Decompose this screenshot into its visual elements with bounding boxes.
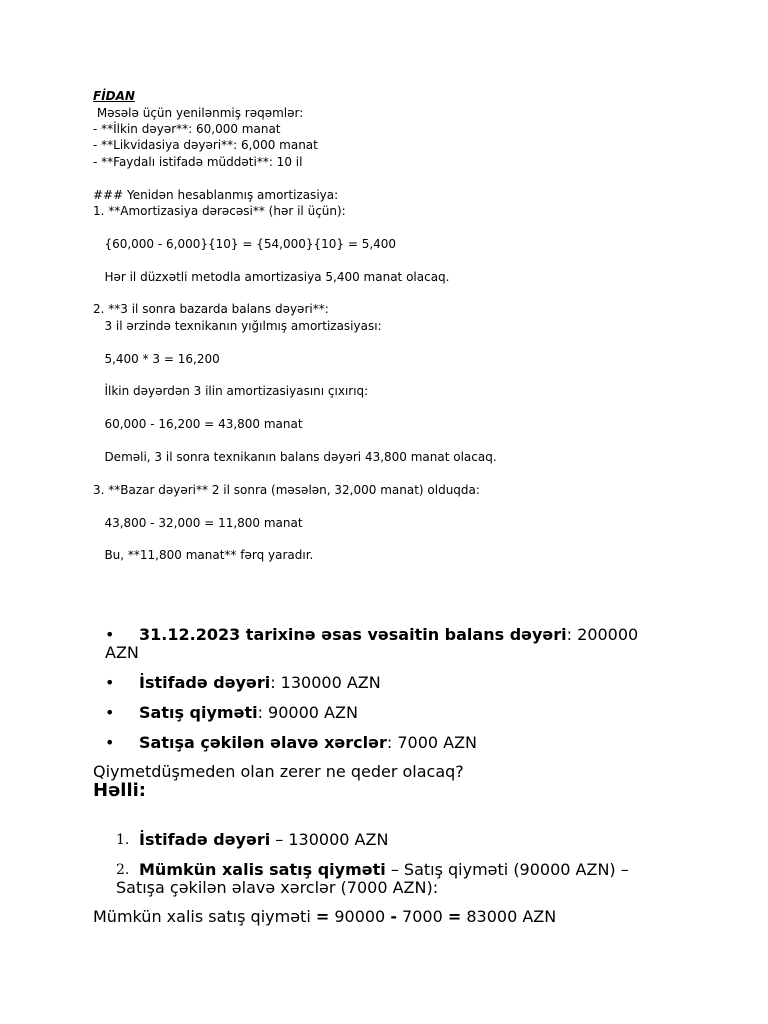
note-line: 3 il ərzində texnikanın yığılmış amortizasiyası: (93, 318, 382, 333)
note-line: - **İlkin dəyər**: 60,000 manat (93, 121, 281, 136)
note-line: {60,000 - 6,000}{10} = {54,000}{10} = 5,400 (93, 236, 397, 251)
bullet-rest: : 130000 AZN (270, 673, 381, 692)
formula-minus: - (390, 907, 397, 926)
formula-line (93, 907, 556, 926)
note-line: 3. **Bazar dəyəri** 2 il sonra (məsələn, 32,000 manat) olduqda: (93, 482, 480, 497)
note-line: 1. **Amortizasiya dərəcəsi** (hər il üçün): (93, 203, 346, 218)
formula-value: 7000 (396, 907, 448, 926)
bullet-marker: • (105, 625, 115, 644)
bullet-rest: : 90000 AZN (257, 703, 358, 722)
note-line: 5,400 * 3 = 16,200 (93, 351, 220, 366)
bullet-marker: • (105, 733, 115, 752)
bullet-bold: Satış qiyməti (139, 703, 258, 722)
note-line: Bu, **11,800 manat** fərq yaradır. (93, 548, 314, 563)
step-bold: Mümkün xalis satış qiyməti (139, 860, 386, 879)
step-continuation: Satışa çəkilən əlavə xərclər (7000 AZN): (116, 878, 439, 897)
step-number: 2. (116, 862, 130, 878)
bullet-marker: • (105, 673, 115, 692)
formula-equals: = (315, 907, 330, 926)
bullet-continuation: AZN (105, 643, 139, 662)
note-line: 2. **3 il sonra bazarda balans dəyəri**: (93, 302, 329, 317)
bullet-bold: İstifadə dəyəri (139, 673, 271, 692)
formula-equals: = (447, 907, 462, 926)
note-line: 60,000 - 16,200 = 43,800 manat (93, 417, 303, 432)
step-number: 1. (116, 832, 130, 848)
bullet-marker: • (105, 703, 115, 722)
note-line: ### Yenidən hesablanmış amortizasiya: (93, 187, 339, 202)
note-title: FİDAN (93, 89, 135, 103)
formula-label: Mümkün xalis satış qiyməti (93, 907, 316, 926)
note-line: - **Likvidasiya dəyəri**: 6,000 manat (93, 138, 318, 153)
question-text: Qiymetdüşmeden olan zerer ne qeder olacaq? (93, 762, 464, 781)
step-rest: – 130000 AZN (270, 830, 389, 849)
step-bold: İstifadə dəyəri (139, 830, 271, 849)
formula-value: 90000 (329, 907, 391, 926)
note-line: İlkin dəyərdən 3 ilin amortizasiyasını çıxırıq: (93, 384, 369, 399)
bullet-rest: : 7000 AZN (386, 733, 478, 752)
note-line: 43,800 - 32,000 = 11,800 manat (93, 515, 303, 530)
bullet-bold: 31.12.2023 tarixinə əsas vəsaitin balans dəyəri (139, 625, 567, 644)
note-line: Məsələ üçün yenilənmiş rəqəmlər: (93, 105, 304, 120)
bullet-bold: Satışa çəkilən əlavə xərclər (139, 733, 387, 752)
step-rest: – Satış qiyməti (90000 AZN) – (385, 860, 629, 879)
note-line: Deməli, 3 il sonra texnikanın balans dəyəri 43,800 manat olacaq. (93, 449, 497, 464)
note-line: Hər il düzxətli metodla amortizasiya 5,400 manat olacaq. (93, 269, 450, 284)
solution-heading: Həlli: (93, 780, 146, 801)
note-line: - **Faydalı istifadə müddəti**: 10 il (93, 154, 303, 169)
formula-result: 83000 AZN (461, 907, 557, 926)
bullet-rest: : 200000 (566, 625, 639, 644)
